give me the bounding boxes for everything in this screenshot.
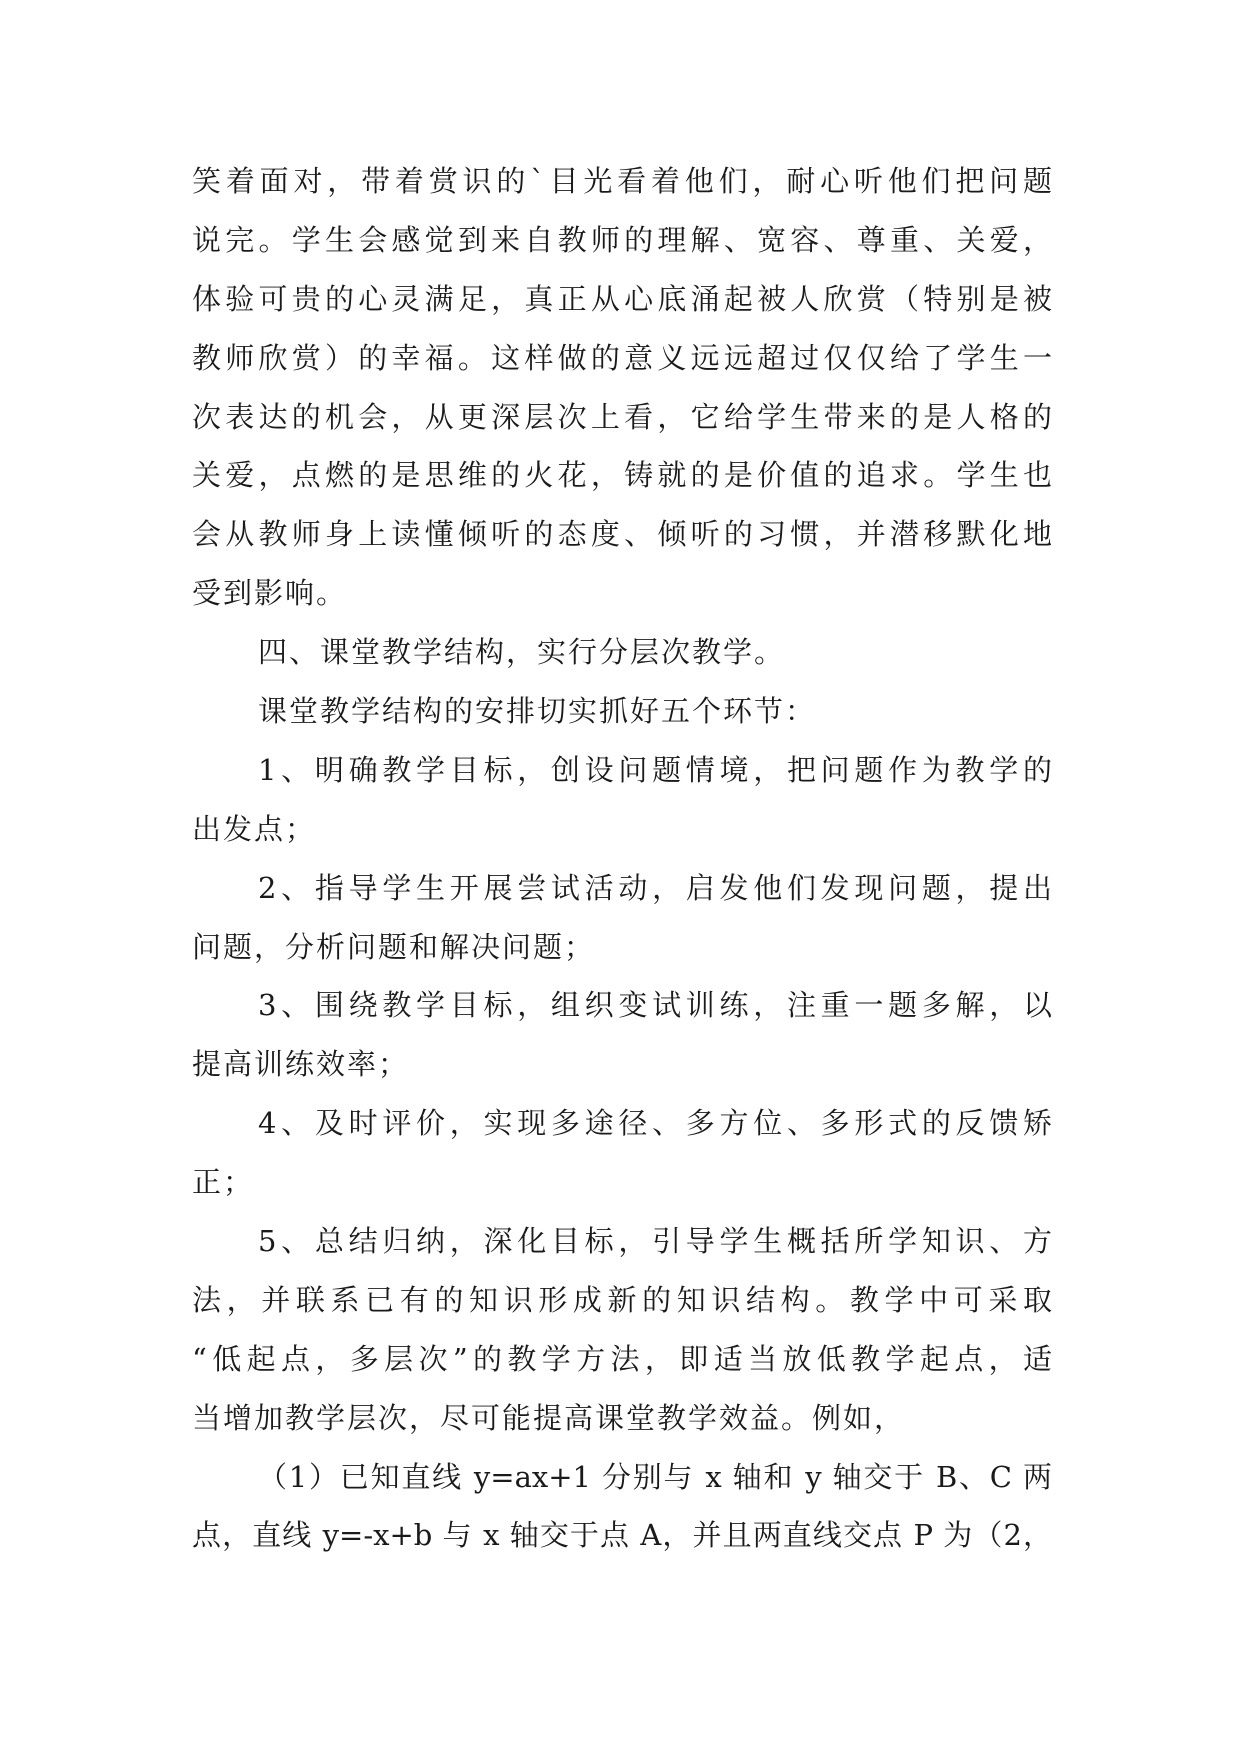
text-line: 教师欣赏）的幸福。这样做的意义远远超过仅仅给了学生一 (192, 340, 1052, 375)
text-line: 四、课堂教学结构，实行分层次教学。 (258, 635, 786, 670)
text-line: 5、总结归纳，深化目标，引导学生概括所学知识、方 (258, 1224, 1052, 1259)
text-line: 正； (192, 1165, 255, 1200)
text-line: 笑着面对，带着赏识的`目光看着他们，耐心听他们把问题 (192, 164, 1052, 198)
body-text (192, 152, 1052, 1565)
text-line: 1、明确教学目标，创设问题情境，把问题作为教学的 (258, 752, 1052, 787)
text-line: 当增加教学层次，尽可能提高课堂教学效益。例如， (192, 1400, 906, 1435)
text-line: 3、围绕教学目标，组织变试训练，注重一题多解，以 (258, 988, 1052, 1023)
text-line: 法，并联系已有的知识形成新的知识结构。教学中可采取 (192, 1282, 1052, 1317)
text-line: 会从教师身上读懂倾听的态度、倾听的习惯，并潜移默化地 (192, 517, 1052, 552)
text-line: 次表达的机会，从更深层次上看，它给学生带来的是人格的 (192, 399, 1052, 434)
text-line: 问题，分析问题和解决问题； (192, 929, 596, 964)
text-line: 课堂教学结构的安排切实抓好五个环节： (258, 694, 817, 729)
text-line: 2、指导学生开展尝试活动，启发他们发现问题，提出 (258, 870, 1052, 905)
text-line: 关爱，点燃的是思维的火花，铸就的是价值的追求。学生也 (192, 458, 1052, 493)
text-line: 体验可贵的心灵满足，真正从心底涌起被人欣赏（特别是被 (192, 281, 1052, 316)
text-line: 受到影响。 (192, 576, 348, 611)
text-line: “低起点，多层次”的教学方法，即适当放低教学起点，适 (192, 1341, 1052, 1376)
text-line: 点，直线 y=-x+b 与 x 轴交于点 A，并且两直线交点 P 为（2， (192, 1518, 1052, 1553)
text-line: 提高训练效率； (192, 1047, 410, 1082)
text-line: 说完。学生会感觉到来自教师的理解、宽容、尊重、关爱， (192, 222, 1052, 257)
text-line: （1）已知直线 y=ax+1 分别与 x 轴和 y 轴交于 B、C 两 (258, 1459, 1052, 1494)
text-line: 4、及时评价，实现多途径、多方位、多形式的反馈矫 (258, 1106, 1052, 1141)
text-line: 出发点； (192, 811, 317, 846)
